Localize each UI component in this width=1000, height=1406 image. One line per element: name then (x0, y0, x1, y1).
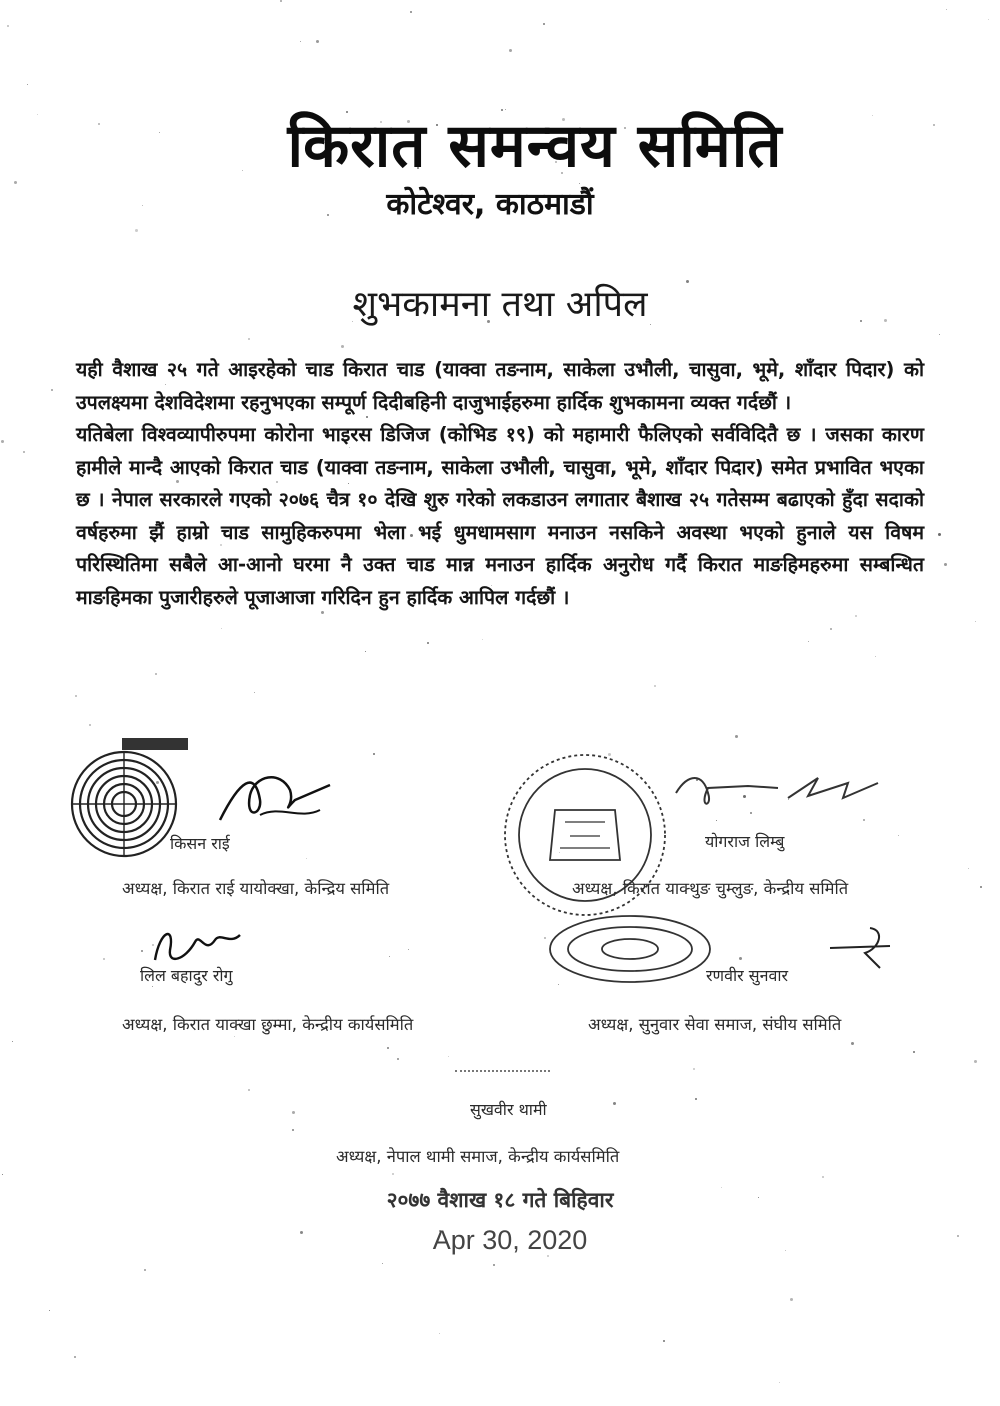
signatory-5-role-block (336, 1144, 619, 1167)
scan-speck (663, 1340, 665, 1342)
scan-speck (543, 23, 545, 25)
scan-speck (7, 25, 9, 27)
scan-speck (1, 440, 4, 443)
signatory-3-role-block (122, 1012, 413, 1035)
scan-speck (292, 1129, 294, 1131)
scan-speck (152, 986, 153, 987)
signature-1 (200, 760, 350, 840)
scan-speck (693, 1068, 695, 1070)
scan-speck (785, 1250, 786, 1251)
scan-speck (300, 1231, 303, 1234)
scan-speck (51, 389, 53, 391)
signatory-1-role: अध्यक्ष, किरात राई यायोक्खा, केन्द्रिय समिति (122, 879, 390, 898)
scan-speck (851, 1042, 854, 1045)
scan-speck (448, 1056, 449, 1057)
scan-speck (439, 1333, 440, 1334)
scan-speck (89, 724, 91, 726)
signatory-3 (140, 964, 233, 986)
scan-speck (365, 651, 366, 652)
scan-speck (790, 1298, 793, 1301)
scan-speck (341, 345, 344, 348)
scan-speck (74, 1356, 76, 1358)
scan-speck (408, 949, 409, 950)
scan-speck (884, 319, 887, 322)
scan-speck (493, 1264, 495, 1266)
scan-speck (373, 753, 375, 755)
appeal-paragraph: यतिबेला विश्वव्यापीरुपमा कोरोना भाइरस डिजिज (कोभिड १९) को महामारी फैलिएको सर्वविदितै छ । जसका कारण हामीले मान्दै आएको किरात चाड (याक्वा तङनाम, साकेला उभौली, चासुवा, भूमे, शाँदार पिदार) समेत प्रभावित भएका छ । नेपाल सरकारले गएको २०७६ चैत्र १० देखि शुरु गरेको लकडाउन लगातार बैशाख २५ गतेसम्म बढाएको हुँदा सदाको वर्षहरुमा झैं हाम्रो चाड सामुहिकरुपमा भेला भई धुमधामसाग मनाउन नसकिने अवस्था भएको हुनाले यस विषम परिस्थितिमा सबैले आ-आनो घरमा नै उक्त चाड मान्न मनाउन हार्दिक अनुरोध गर्दै किरात माङहिमहरुमा सम्बन्धित माङहिमका पुजारीहरुले पूजाआजा गरिदिन हुन हार्दिक आपिल गर्दछौं । (76, 423, 924, 609)
scan-speck (410, 11, 412, 13)
scan-speck (103, 958, 105, 960)
scan-speck (988, 19, 989, 20)
scan-speck (254, 692, 255, 693)
scan-speck (898, 835, 899, 836)
scan-speck (234, 1036, 235, 1037)
scan-speck (721, 1187, 722, 1188)
scan-speck (159, 132, 160, 133)
signatory-4-name: रणवीर सुनवार (706, 966, 789, 985)
scan-speck (387, 1047, 389, 1049)
greeting-paragraph: यही वैशाख २५ गते आइरहेको चाड किरात चाड (याक्वा तङनाम, साकेला उभौली, चासुवा, भूमे, शाँदार पिदार) को उपलक्ष्यमा देशविदेशमा रहनुभएका सम्पूर्ण दिदीबहिनी दाजुभाईहरुमा हार्दिक शुभकामना व्यक्त गर्दछौं । (76, 358, 924, 414)
scan-speck (75, 695, 77, 697)
scan-speck (758, 1197, 759, 1198)
scan-speck (306, 858, 307, 859)
scan-speck (716, 820, 717, 821)
scan-speck (913, 1051, 915, 1053)
signatory-4 (706, 964, 788, 986)
organization-address: कोटेश्वर, काठमाडौं (386, 187, 594, 222)
scan-speck (509, 49, 512, 52)
scan-speck (735, 735, 738, 738)
scan-speck (822, 1176, 824, 1178)
scan-speck (382, 1263, 383, 1264)
scan-speck (300, 41, 301, 42)
signatory-2 (705, 830, 784, 852)
scan-speck (98, 123, 100, 125)
scan-speck (12, 1041, 13, 1042)
scan-speck (248, 1089, 250, 1091)
scan-speck (613, 1102, 616, 1105)
scan-speck (968, 868, 969, 869)
scan-speck (49, 1310, 50, 1311)
scan-speck (280, 0, 282, 2)
scan-speck (860, 320, 862, 322)
signatory-1 (170, 832, 230, 854)
document-title: शुभकामना तथा अपिल (352, 284, 648, 325)
scan-speck (397, 1058, 399, 1060)
scan-speck (14, 181, 17, 184)
signatory-4-role: अध्यक्ष, सुनुवार सेवा समाज, संघीय समिति (588, 1015, 842, 1034)
scan-speck (944, 563, 947, 566)
scan-speck (863, 819, 865, 821)
signatory-3-role: अध्यक्ष, किरात याक्खा छुम्मा, केन्द्रीय कार्यसमिति (122, 1015, 414, 1034)
scan-speck (142, 205, 143, 206)
letter-body (76, 354, 924, 614)
signatory-5 (470, 1098, 547, 1120)
scan-speck (427, 642, 429, 644)
signatory-1-role-block (122, 876, 389, 899)
scan-speck (875, 656, 876, 657)
scan-speck (2, 1174, 3, 1175)
signatory-5-role: अध्यक्ष, नेपाल थामी समाज, केन्द्रीय कार्यसमिति (336, 1147, 620, 1166)
scan-speck (975, 621, 976, 622)
scan-speck (808, 641, 809, 642)
scan-speck (155, 673, 157, 675)
scan-speck (248, 338, 250, 340)
scan-speck (938, 533, 941, 536)
signatory-5-name: सुखवीर थामी (470, 1100, 547, 1119)
scan-speck (389, 956, 390, 957)
round-seal-right (500, 740, 670, 930)
scan-speck (957, 1235, 959, 1237)
organization-name: किरात समन्वय समिति (287, 111, 783, 181)
date-nepali: २०७७ वैशाख १८ गते बिहिवार (386, 1188, 614, 1212)
signatory-1-name: किसन राई (170, 834, 230, 853)
scan-speck (695, 1098, 697, 1100)
scan-speck (135, 229, 138, 232)
date-english: Apr 30, 2020 (432, 1225, 588, 1255)
signature-line-dots (455, 1070, 550, 1072)
scan-speck (292, 1111, 295, 1114)
scan-speck (37, 114, 38, 115)
scan-speck (23, 451, 25, 453)
scan-speck (933, 124, 935, 126)
scan-speck (739, 957, 742, 960)
scan-speck (855, 615, 857, 617)
scan-speck (830, 628, 832, 630)
signatory-2-role: अध्यक्ष, किरात याक्थुङ चुम्लुङ, केन्द्रीय समिति (572, 879, 849, 898)
scan-speck (946, 9, 947, 10)
scan-speck (221, 628, 222, 629)
scan-speck (980, 886, 982, 888)
oval-stamp-right (545, 912, 715, 987)
scan-speck (316, 40, 319, 43)
scan-speck (654, 685, 656, 687)
scan-speck (974, 1060, 977, 1063)
scan-speck (779, 1382, 780, 1383)
signature-2 (668, 768, 898, 813)
signatory-2-role-block (572, 876, 848, 899)
scan-speck (144, 1269, 146, 1271)
scan-speck (392, 1173, 394, 1175)
signatory-4-role-block (588, 1012, 841, 1035)
signatory-2-name: योगराज लिम्बु (705, 832, 785, 851)
scan-speck (27, 84, 28, 85)
signature-4 (820, 918, 900, 978)
signatory-3-name: लिल बहादुर रोगु (140, 966, 233, 985)
scan-speck (939, 334, 940, 335)
scan-speck (482, 639, 483, 640)
